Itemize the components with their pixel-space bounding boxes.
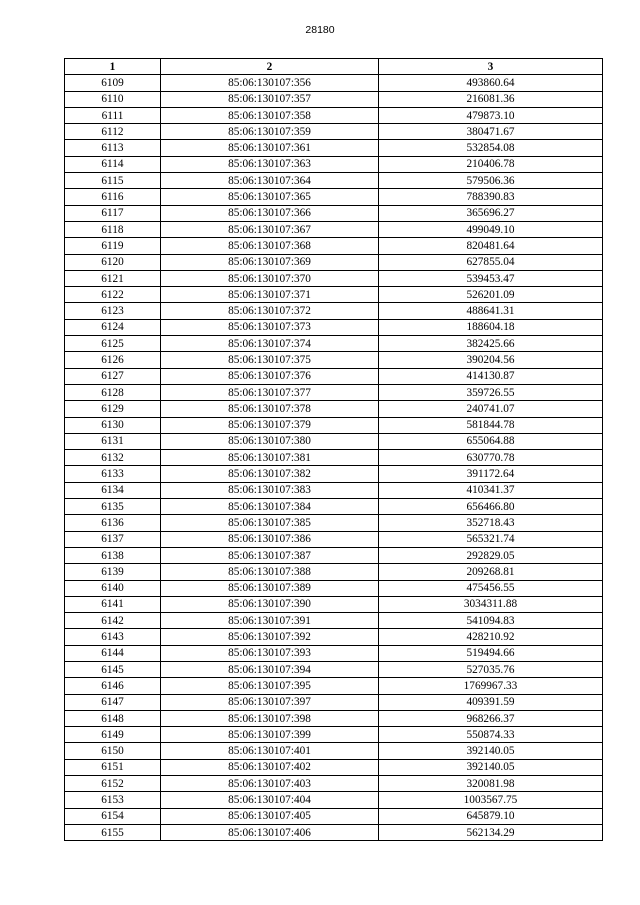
cadastral-number-cell: 85:06:130107:404	[161, 792, 379, 808]
table-row	[65, 238, 603, 254]
table-row	[65, 433, 603, 449]
cadastral-number-cell: 85:06:130107:377	[161, 384, 379, 400]
cadastral-number-cell: 85:06:130107:363	[161, 156, 379, 172]
cadastral-number-cell: 85:06:130107:359	[161, 124, 379, 140]
cadastral-number-cell: 85:06:130107:376	[161, 368, 379, 384]
value-cell: 209268.81	[379, 564, 603, 580]
table-row	[65, 482, 603, 498]
cadastral-number-cell: 85:06:130107:365	[161, 189, 379, 205]
cadastral-number-cell: 85:06:130107:357	[161, 91, 379, 107]
row-index-cell: 6153	[65, 792, 161, 808]
table-row	[65, 75, 603, 91]
cadastral-number-cell: 85:06:130107:395	[161, 678, 379, 694]
table-row	[65, 368, 603, 384]
value-cell: 216081.36	[379, 91, 603, 107]
table-row	[65, 352, 603, 368]
row-index-cell: 6151	[65, 759, 161, 775]
cadastral-number-cell: 85:06:130107:390	[161, 596, 379, 612]
value-cell: 519494.66	[379, 645, 603, 661]
cadastral-number-cell: 85:06:130107:388	[161, 564, 379, 580]
table-row	[65, 743, 603, 759]
table-row	[65, 727, 603, 743]
row-index-cell: 6133	[65, 466, 161, 482]
value-cell: 392140.05	[379, 743, 603, 759]
table-row	[65, 499, 603, 515]
row-index-cell: 6149	[65, 727, 161, 743]
table-row	[65, 401, 603, 417]
value-cell: 630770.78	[379, 450, 603, 466]
header-cell-3: 3	[379, 59, 603, 75]
value-cell: 539453.47	[379, 270, 603, 286]
cadastral-number-cell: 85:06:130107:398	[161, 710, 379, 726]
table-row	[65, 792, 603, 808]
table-row	[65, 613, 603, 629]
cadastral-number-cell: 85:06:130107:394	[161, 661, 379, 677]
cadastral-number-cell: 85:06:130107:399	[161, 727, 379, 743]
value-cell: 493860.64	[379, 75, 603, 91]
cadastral-number-cell: 85:06:130107:389	[161, 580, 379, 596]
table-row	[65, 254, 603, 270]
table-row	[65, 221, 603, 237]
value-cell: 382425.66	[379, 336, 603, 352]
header-row	[65, 59, 603, 75]
cadastral-number-cell: 85:06:130107:386	[161, 531, 379, 547]
table-row	[65, 824, 603, 840]
value-cell: 820481.64	[379, 238, 603, 254]
row-index-cell: 6132	[65, 450, 161, 466]
cadastral-number-cell: 85:06:130107:379	[161, 417, 379, 433]
cadastral-number-cell: 85:06:130107:367	[161, 221, 379, 237]
cadastral-number-cell: 85:06:130107:380	[161, 433, 379, 449]
row-index-cell: 6128	[65, 384, 161, 400]
row-index-cell: 6110	[65, 91, 161, 107]
value-cell: 581844.78	[379, 417, 603, 433]
page-number: 28180	[305, 24, 335, 36]
table-row	[65, 173, 603, 189]
cadastral-number-cell: 85:06:130107:402	[161, 759, 379, 775]
value-cell: 562134.29	[379, 824, 603, 840]
value-cell: 550874.33	[379, 727, 603, 743]
value-cell: 532854.08	[379, 140, 603, 156]
table-row	[65, 205, 603, 221]
row-index-cell: 6134	[65, 482, 161, 498]
value-cell: 1769967.33	[379, 678, 603, 694]
row-index-cell: 6139	[65, 564, 161, 580]
value-cell: 320081.98	[379, 776, 603, 792]
table-row	[65, 107, 603, 123]
row-index-cell: 6148	[65, 710, 161, 726]
row-index-cell: 6138	[65, 547, 161, 563]
value-cell: 409391.59	[379, 694, 603, 710]
cadastral-number-cell: 85:06:130107:366	[161, 205, 379, 221]
cadastral-number-cell: 85:06:130107:374	[161, 336, 379, 352]
cadastral-number-cell: 85:06:130107:391	[161, 613, 379, 629]
value-cell: 655064.88	[379, 433, 603, 449]
table-header	[65, 59, 603, 75]
header-cell-2: 2	[161, 59, 379, 75]
table-row	[65, 466, 603, 482]
cadastral-number-cell: 85:06:130107:397	[161, 694, 379, 710]
table-row	[65, 450, 603, 466]
table-row	[65, 596, 603, 612]
cadastral-number-cell: 85:06:130107:368	[161, 238, 379, 254]
cadastral-number-cell: 85:06:130107:356	[161, 75, 379, 91]
value-cell: 645879.10	[379, 808, 603, 824]
row-index-cell: 6116	[65, 189, 161, 205]
table-row	[65, 124, 603, 140]
value-cell: 565321.74	[379, 531, 603, 547]
row-index-cell: 6124	[65, 319, 161, 335]
row-index-cell: 6137	[65, 531, 161, 547]
row-index-cell: 6136	[65, 515, 161, 531]
value-cell: 240741.07	[379, 401, 603, 417]
cadastral-number-cell: 85:06:130107:393	[161, 645, 379, 661]
row-index-cell: 6118	[65, 221, 161, 237]
row-index-cell: 6122	[65, 287, 161, 303]
row-index-cell: 6143	[65, 629, 161, 645]
table-row	[65, 156, 603, 172]
cadastral-number-cell: 85:06:130107:378	[161, 401, 379, 417]
row-index-cell: 6119	[65, 238, 161, 254]
row-index-cell: 6117	[65, 205, 161, 221]
table-row	[65, 270, 603, 286]
row-index-cell: 6126	[65, 352, 161, 368]
value-cell: 428210.92	[379, 629, 603, 645]
table-row	[65, 694, 603, 710]
value-cell: 499049.10	[379, 221, 603, 237]
table-row	[65, 303, 603, 319]
value-cell: 3034311.88	[379, 596, 603, 612]
table-row	[65, 547, 603, 563]
row-index-cell: 6142	[65, 613, 161, 629]
row-index-cell: 6141	[65, 596, 161, 612]
value-cell: 788390.83	[379, 189, 603, 205]
cadastral-number-cell: 85:06:130107:371	[161, 287, 379, 303]
table-row	[65, 336, 603, 352]
table-body	[65, 75, 603, 841]
cadastral-number-cell: 85:06:130107:405	[161, 808, 379, 824]
value-cell: 410341.37	[379, 482, 603, 498]
value-cell: 391172.64	[379, 466, 603, 482]
cadastral-number-cell: 85:06:130107:382	[161, 466, 379, 482]
value-cell: 475456.55	[379, 580, 603, 596]
table-row	[65, 629, 603, 645]
row-index-cell: 6152	[65, 776, 161, 792]
value-cell: 579506.36	[379, 173, 603, 189]
table-row	[65, 645, 603, 661]
value-cell: 526201.09	[379, 287, 603, 303]
table-row	[65, 287, 603, 303]
cadastral-number-cell: 85:06:130107:372	[161, 303, 379, 319]
cadastral-number-cell: 85:06:130107:364	[161, 173, 379, 189]
value-cell: 1003567.75	[379, 792, 603, 808]
row-index-cell: 6120	[65, 254, 161, 270]
row-index-cell: 6115	[65, 173, 161, 189]
cadastral-number-cell: 85:06:130107:406	[161, 824, 379, 840]
cadastral-number-cell: 85:06:130107:361	[161, 140, 379, 156]
value-cell: 365696.27	[379, 205, 603, 221]
table-row	[65, 91, 603, 107]
table-row	[65, 808, 603, 824]
table-row	[65, 564, 603, 580]
row-index-cell: 6140	[65, 580, 161, 596]
cadastral-number-cell: 85:06:130107:369	[161, 254, 379, 270]
cadastral-number-cell: 85:06:130107:392	[161, 629, 379, 645]
table-row	[65, 319, 603, 335]
row-index-cell: 6123	[65, 303, 161, 319]
row-index-cell: 6135	[65, 499, 161, 515]
value-cell: 527035.76	[379, 661, 603, 677]
row-index-cell: 6147	[65, 694, 161, 710]
cadastral-number-cell: 85:06:130107:387	[161, 547, 379, 563]
row-index-cell: 6111	[65, 107, 161, 123]
value-cell: 414130.87	[379, 368, 603, 384]
row-index-cell: 6145	[65, 661, 161, 677]
row-index-cell: 6121	[65, 270, 161, 286]
cadastral-number-cell: 85:06:130107:370	[161, 270, 379, 286]
value-cell: 656466.80	[379, 499, 603, 515]
value-cell: 390204.56	[379, 352, 603, 368]
value-cell: 188604.18	[379, 319, 603, 335]
value-cell: 359726.55	[379, 384, 603, 400]
table-row	[65, 515, 603, 531]
cadastral-number-cell: 85:06:130107:383	[161, 482, 379, 498]
row-index-cell: 6129	[65, 401, 161, 417]
table-row	[65, 531, 603, 547]
value-cell: 488641.31	[379, 303, 603, 319]
row-index-cell: 6125	[65, 336, 161, 352]
cadastral-number-cell: 85:06:130107:403	[161, 776, 379, 792]
value-cell: 292829.05	[379, 547, 603, 563]
row-index-cell: 6109	[65, 75, 161, 91]
row-index-cell: 6130	[65, 417, 161, 433]
cadastral-number-cell: 85:06:130107:385	[161, 515, 379, 531]
value-cell: 380471.67	[379, 124, 603, 140]
table-row	[65, 776, 603, 792]
value-cell: 479873.10	[379, 107, 603, 123]
data-table	[64, 58, 603, 841]
value-cell: 352718.43	[379, 515, 603, 531]
table-row	[65, 710, 603, 726]
value-cell: 210406.78	[379, 156, 603, 172]
table-row	[65, 759, 603, 775]
cadastral-number-cell: 85:06:130107:384	[161, 499, 379, 515]
value-cell: 392140.05	[379, 759, 603, 775]
table-row	[65, 140, 603, 156]
row-index-cell: 6146	[65, 678, 161, 694]
value-cell: 968266.37	[379, 710, 603, 726]
cadastral-number-cell: 85:06:130107:358	[161, 107, 379, 123]
table-row	[65, 189, 603, 205]
header-cell-1: 1	[65, 59, 161, 75]
table-row	[65, 417, 603, 433]
cadastral-number-cell: 85:06:130107:375	[161, 352, 379, 368]
table-row	[65, 661, 603, 677]
row-index-cell: 6155	[65, 824, 161, 840]
row-index-cell: 6127	[65, 368, 161, 384]
row-index-cell: 6113	[65, 140, 161, 156]
table-row	[65, 384, 603, 400]
cadastral-number-cell: 85:06:130107:401	[161, 743, 379, 759]
table-row	[65, 580, 603, 596]
cadastral-number-cell: 85:06:130107:373	[161, 319, 379, 335]
row-index-cell: 6112	[65, 124, 161, 140]
row-index-cell: 6154	[65, 808, 161, 824]
row-index-cell: 6114	[65, 156, 161, 172]
row-index-cell: 6144	[65, 645, 161, 661]
value-cell: 541094.83	[379, 613, 603, 629]
value-cell: 627855.04	[379, 254, 603, 270]
row-index-cell: 6150	[65, 743, 161, 759]
row-index-cell: 6131	[65, 433, 161, 449]
table-row	[65, 678, 603, 694]
cadastral-number-cell: 85:06:130107:381	[161, 450, 379, 466]
